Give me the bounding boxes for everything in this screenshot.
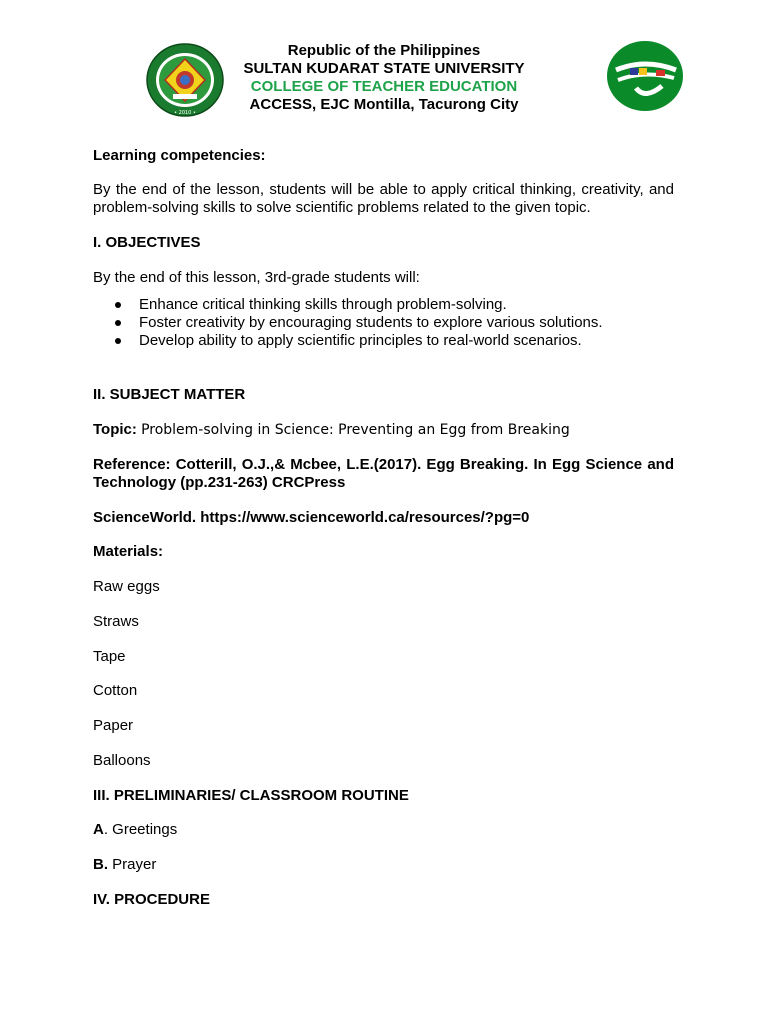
competencies-heading: Learning competencies: [93, 147, 266, 164]
bullet-icon [115, 338, 121, 344]
header-republic: Republic of the Philippines [287, 42, 481, 59]
materials-label: Materials: [93, 543, 164, 560]
subject-matter-heading: II. SUBJECT MATTER [93, 386, 246, 403]
preliminaries-heading: III. PRELIMINARIES/ CLASSROOM ROUTINE [93, 787, 409, 804]
header-college: COLLEGE OF TEACHER EDUCATION [250, 78, 518, 95]
material-item: Cotton [93, 682, 138, 699]
material-item: Paper [93, 717, 134, 734]
competencies-text: By the end of the lesson, students will be able to apply critical thinking, creativity, and problem-solving skills to solve scientific problems related to the given topic. [93, 181, 674, 216]
topic-label: Topic: [93, 421, 137, 438]
material-item: Straws [93, 613, 139, 630]
topic-line [93, 421, 674, 439]
list-item: Develop ability to apply scientific principles to real-world scenarios. [93, 332, 674, 350]
objectives-intro: By the end of this lesson, 3rd-grade students will: [93, 269, 420, 286]
procedure-heading: IV. PROCEDURE [93, 891, 210, 908]
header-university: SULTAN KUDARAT STATE UNIVERSITY [243, 60, 525, 77]
bullet-icon [115, 320, 121, 326]
document-header [0, 42, 768, 114]
list-item: Foster creativity by encouraging students to explore various solutions. [93, 314, 674, 332]
greetings-item: A. Greetings [93, 821, 178, 838]
reference-text: Reference: Cotterill, O.J.,& Mcbee, L.E.(2017). Egg Breaking. In Egg Science and Technology (pp.231-263) CRCPress [93, 456, 674, 491]
topic-value: Problem-solving in Science: Preventing an Egg from Breaking [141, 422, 570, 438]
material-item: Raw eggs [93, 578, 160, 595]
objectives-list [93, 296, 674, 350]
prayer-item: B. Prayer [93, 856, 157, 873]
material-item: Balloons [93, 752, 151, 769]
objectives-heading: I. OBJECTIVES [93, 234, 201, 251]
material-item: Tape [93, 648, 126, 665]
scienceworld-reference: ScienceWorld. https://www.scienceworld.ca/resources/?pg=0 [93, 509, 530, 526]
bullet-icon [115, 302, 121, 308]
svg-text:• 2010 •: • 2010 • [174, 110, 196, 116]
list-item: Enhance critical thinking skills through problem-solving. [93, 296, 674, 314]
header-address: ACCESS, EJC Montilla, Tacurong City [249, 96, 519, 113]
